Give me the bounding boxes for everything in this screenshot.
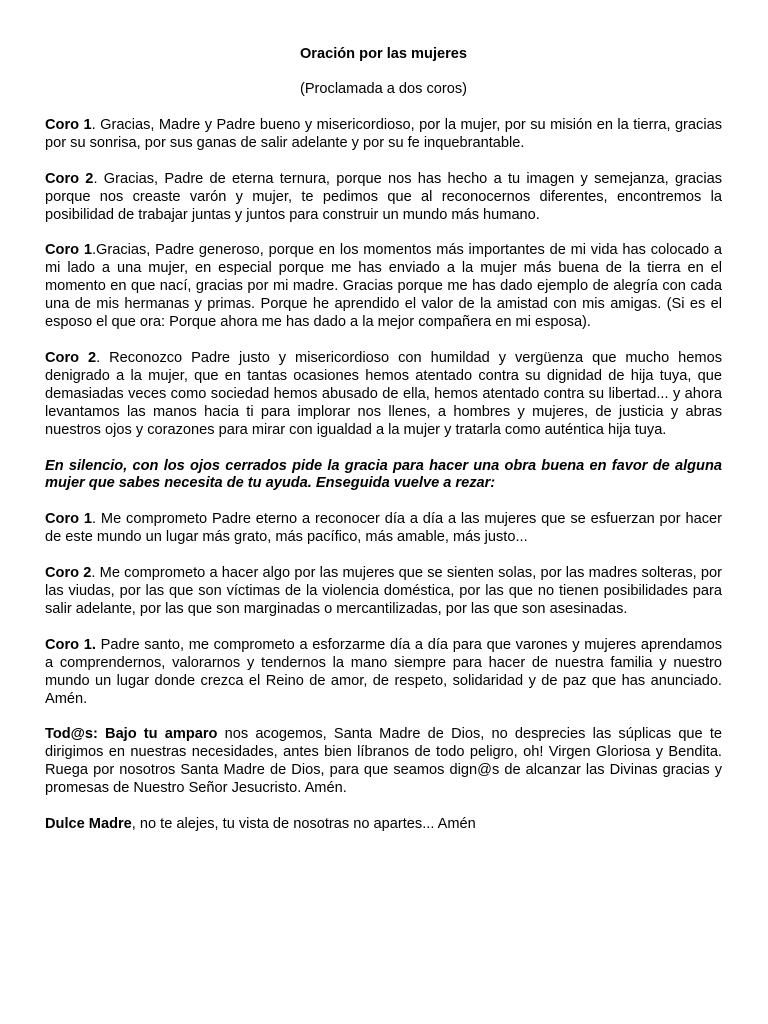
- paragraph-text: .Gracias, Padre generoso, porque en los momentos más importantes de mi vida has colocado a mi lado a una mujer, en especial porque me has enviado a la mujer más buena de la tierra en el momento en que nací, gracias por mi madre. Gracias porque me has dado ejemplo de alegría con cada una de mis hermanas y primas. Porque he aprendido el valor de la amistad con mis amigas. (Si es el esposo el que ora: Porque ahora me has dado a la mejor compañera en mi esposa).: [45, 242, 723, 331]
- paragraph-lead: Coro 1.: [45, 636, 96, 653]
- paragraph-coro-2b: [45, 350, 722, 440]
- paragraph-lead: Coro 2: [45, 170, 94, 187]
- paragraph-coro-1b: [45, 242, 722, 332]
- paragraph-dulce-madre: [45, 816, 722, 834]
- paragraph-lead: Coro 1: [45, 511, 93, 528]
- paragraph-lead: Coro 1: [45, 242, 92, 259]
- paragraph-coro-1a: [45, 117, 722, 153]
- paragraph-lead: Coro 2: [45, 349, 97, 366]
- paragraph-lead: Dulce Madre: [45, 816, 132, 833]
- paragraph-lead: Coro 2: [45, 565, 92, 582]
- paragraph-text: Padre santo, me comprometo a esforzarme día a día para que varones y mujeres aprendamos a comprendernos, valorarnos y tendernos la mano siempre para hacer de nuestra familia y nuestro mundo un lugar donde crezca el Reino de amor, de respeto, solidaridad y de paz que has anunciado. Amén.: [45, 636, 722, 707]
- paragraph-text: . Gracias, Madre y Padre bueno y misericordioso, por la mujer, por su misión en la tierra, gracias por su sonrisa, por sus ganas de salir adelante y por su fe inquebrantable.: [45, 116, 722, 151]
- paragraph-text: , no te alejes, tu vista de nosotras no apartes... Amén: [131, 816, 476, 833]
- paragraph-coro-1c: [45, 511, 722, 547]
- silence-instruction: En silencio, con los ojos cerrados pide la gracia para hacer una obra buena en favor de alguna mujer que sabes necesita de tu ayuda. Enseguida vuelve a rezar:: [45, 457, 722, 492]
- paragraph-text: . Gracias, Padre de eterna ternura, porque nos has hecho a tu imagen y semejanza, gracias porque nos creaste varón y mujer, te pedimos que al reconocernos diferentes, encontremos la posibilidad de trabajar juntas y juntos para construir un mundo más humano.: [45, 170, 723, 223]
- paragraph-coro-1d: [45, 637, 722, 709]
- paragraph-todos: [45, 726, 722, 798]
- paragraph-text: nos acogemos, Santa Madre de Dios, no desprecies las súplicas que te dirigimos en nuestras necesidades, antes bien líbranos de todo peligro, oh! Virgen Gloriosa y Bendita. Ruega por nosotros Santa Madre de Dios, para que seamos dign@s de alcanzar las Divinas gracias y promesas de Nuestro Señor Jesucristo. Amén.: [45, 726, 722, 797]
- paragraph-text: . Me comprometo a hacer algo por las mujeres que se sienten solas, por las madres solteras, por las viudas, por las que son víctimas de la violencia doméstica, por las que no tienen posibilidades para salir adelante, por las que son marginadas o mercantilizadas, por las que son asesinadas.: [45, 565, 722, 617]
- paragraph-lead: Tod@s: Bajo tu amparo: [45, 726, 218, 743]
- paragraph-coro-2c: [45, 565, 722, 619]
- paragraph-text: . Reconozco Padre justo y misericordioso con humildad y vergüenza que mucho hemos denigrado a la mujer, que en tantas ocasiones hemos atentado contra su dignidad de hija tuya, que demasiadas veces como sociedad hemos abusado de ella, hemos atentado contra su libertad... y ahora levantamos las manos hacia ti para implorar nos llenes, a hombres y mujeres, de justicia y abras nuestros ojos y corazones para mirar con igualdad a la mujer y tratarla como auténtica hija tuya.: [45, 349, 722, 438]
- paragraph-lead: Coro 1: [45, 116, 92, 133]
- paragraph-coro-2a: [45, 171, 722, 225]
- document-subtitle: (Proclamada a dos coros): [299, 81, 468, 97]
- document-title: Oración por las mujeres: [299, 46, 468, 62]
- paragraph-text: . Me comprometo Padre eterno a reconocer día a día a las mujeres que se esfuerzan por hacer de este mundo un lugar más grato, más pacífico, más amable, más justo...: [45, 511, 723, 546]
